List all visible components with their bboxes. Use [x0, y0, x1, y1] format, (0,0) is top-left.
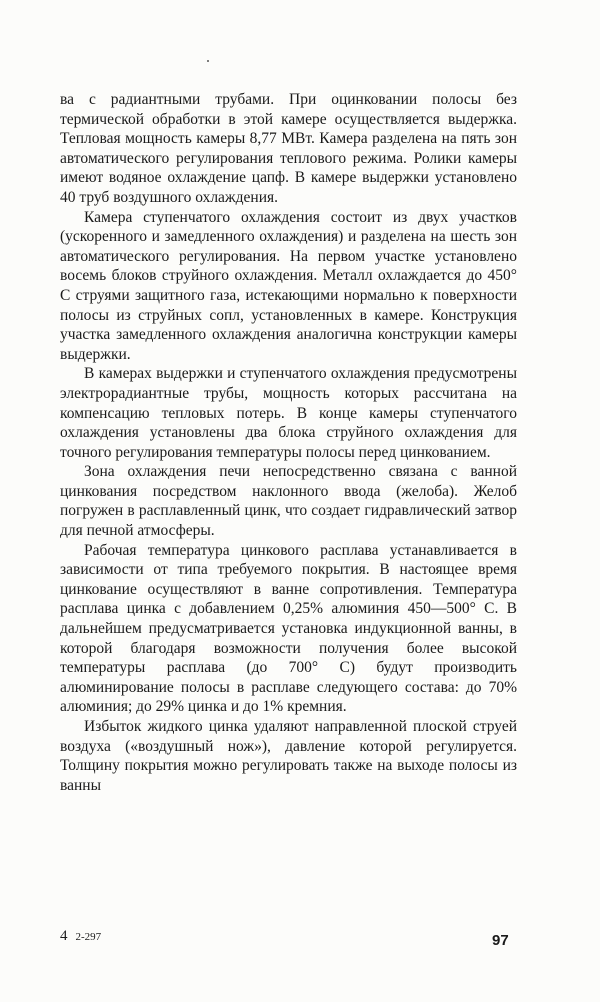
- paragraph-4: Зона охлаждения печи непосредственно связана с ванной цинкования посредством наклонного ввода (желоба). Желоб погружен в расплавленный цинк, что создает гидравлический затвор для печной атмосферы.: [60, 463, 517, 540]
- page-number: 97: [492, 932, 509, 949]
- printer-signature: [60, 928, 101, 945]
- print-speck: [207, 60, 209, 62]
- paragraph-2: Камера ступенчатого охлаждения состоит из двух участков (ускоренного и замедленного охлаждения) и разделена на шесть зон автоматического регулирования. На первом участке установлено восемь блоков струйного охлаждения. Металл охлаждается до 450° С струями защитного газа, истекающими нормально к поверхности полосы из струйных сопл, установленных в камере. Конструкция участка замедленного охлаждения аналогична конструкции камеры выдержки.: [60, 208, 517, 363]
- signature-number: 4: [60, 928, 68, 944]
- paragraph-6: Избыток жидкого цинка удаляют направленной плоской струей воздуха («воздушный нож»), давление которой регулируется. Толщину покрытия можно регулировать также на выходе полосы из ванны: [60, 718, 517, 794]
- signature-code: 2-297: [75, 931, 102, 943]
- paragraph-5: Рабочая температура цинкового расплава устанавливается в зависимости от типа требуемого покрытия. В настоящее время цинкование осуществляют в ванне сопротивления. Температура расплава цинка с добавлением 0,25% алюминия 450—500° С. В дальнейшем предусматривается установка индукционной ванны, в которой благодаря возможности получения более высокой температуры расплава (до 700° С) будут производить алюминирование полосы в расплаве следующего состава: до 70% алюминия; до 29% цинка и до 1% кремния.: [60, 541, 517, 716]
- body-text: [60, 90, 517, 795]
- paragraph-1: ва с радиантными трубами. При оцинковании полосы без термической обработки в этой камере осуществляется выдержка. Тепловая мощность камеры 8,77 МВт. Камера разделена на пять зон автоматического регулирования теплового режима. Ролики камеры имеют водяное охлаждение цапф. В камере выдержки установлено 40 труб воздушного охлаждения.: [60, 91, 517, 206]
- paragraph-3: В камерах выдержки и ступенчатого охлаждения предусмотрены электрорадиантные трубы, мощность которых рассчитана на компенсацию тепловых потерь. В конце камеры ступенчатого охлаждения установлены два блока струйного охлаждения для точного регулирования температуры полосы перед цинкованием.: [60, 365, 517, 461]
